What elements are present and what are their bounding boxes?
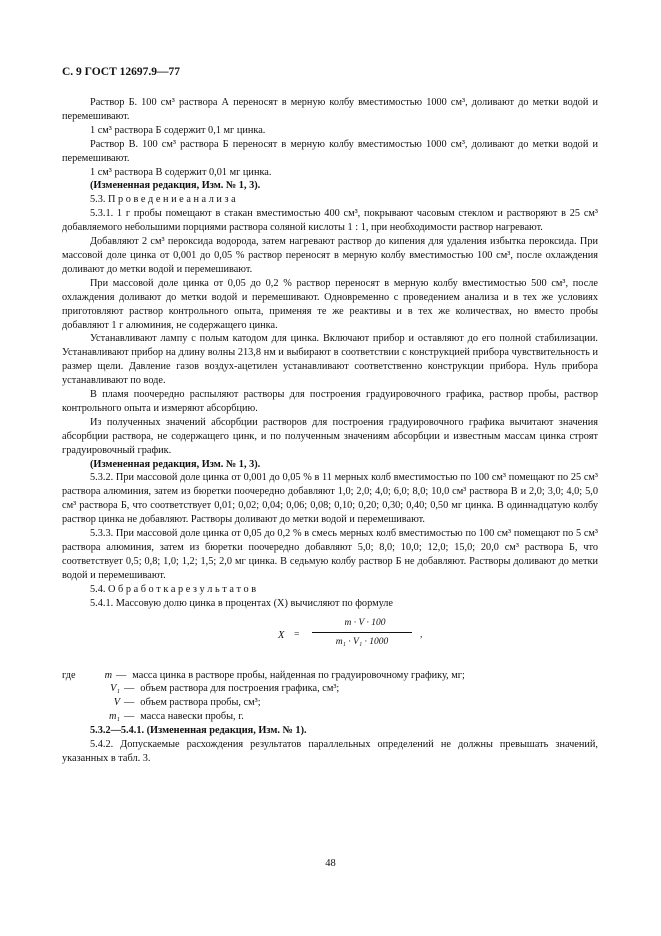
paragraph: Раствор Б. 100 см³ раствора А переносят в мерную колбу вместимостью 1000 см³, доливают до метки водой и перемешивают. <box>62 97 598 122</box>
paragraph: 1 см³ раствора В содержит 0,01 мг цинка. <box>90 166 272 178</box>
section-heading: 5.4. О б р а б о т к а р е з у л ь т а т о в <box>90 583 257 595</box>
definition-row <box>62 682 598 696</box>
definition-symbol: V₁ <box>110 683 120 695</box>
fraction-bar <box>312 632 412 633</box>
definition-text: объем раствора для построения графика, см³; <box>140 683 340 695</box>
definition-text: масса навески пробы, г. <box>140 711 244 723</box>
paragraph: В пламя поочередно распыляют растворы для построения градуировочного графика, раствор пробы, раствор контрольного опыта и измеряют абсорбцию. <box>62 389 598 414</box>
paragraph: 5.3.2. При массовой доле цинка от 0,001 до 0,05 % в 11 мерных колб вместимостью по 100 см³ помещают по 25 см³ раствора алюминия, затем из бюретки поочередно добавляют 1,0; 2,0; 4,0; 6,0; 8,0; 10,0 см³ раствора В и 2,0; 3,0; 4,0; 5,0 см³ раствора Б, что соответствует 0,01; 0,02; 0,04; 0,06; 0,08; 0,10; 0,20; 0,30; 0,40; 0,50 мг цинка. В одиннадцатую колбу раствор цинка не добавляют. Растворы доливают до метки водой и перемешивают. <box>62 472 598 526</box>
paragraph: Раствор В. 100 см³ раствора Б переносят в мерную колбу вместимостью 1000 см³, доливают до метки водой и перемешивают. <box>62 138 598 164</box>
definition-text: объем раствора пробы, см³; <box>140 697 261 709</box>
definition-text: масса цинка в растворе пробы, найденная по градуировочному графику, мг; <box>132 669 465 681</box>
paragraph: Устанавливают лампу с полым катодом для цинка. Включают прибор и оставляют до его полной стабилизации. Устанавливают прибор на длину волны 213,8 нм и выбирают в соответствии с конструкцией прибора чувствительность и размер щели. Давление газов воздух-ацетилен устанавливают соответственно конструкции прибора. Нуль прибора устанавливают по воде. <box>62 333 598 387</box>
definition-row <box>62 696 598 710</box>
page-number: 48 <box>325 858 336 869</box>
definition-dash: — <box>124 711 135 723</box>
definition-dash: — <box>124 683 135 695</box>
definition-symbol: V <box>113 697 120 709</box>
formula-denominator: m₁ · V₁ · 1000 <box>335 636 389 647</box>
paragraph: При массовой доле цинка от 0,05 до 0,2 % раствор переносят в мерную колбу вместимостью 500 см³, после охлаждения доливают до метки водой и перемешивают. Одновременно с проведением анализа и в тех же условиях приготовляют раствор контрольного опыта, применяя те же реактивы и в тех же количествах, но вместо пробы добавляют 1 г алюминия, не содержащего цинка. <box>62 277 598 331</box>
page-header: С. 9 ГОСТ 12697.9—77 <box>62 66 181 78</box>
paragraph: 5.4.2. Допускаемые расхождения результатов параллельных определений не должны превышать значений, указанных в табл. 3. <box>62 739 598 764</box>
definition-row <box>62 710 598 724</box>
paragraph: 5.4.1. Массовую долю цинка в процентах (X) вычисляют по формуле <box>90 597 393 609</box>
definition-symbol: m₁ <box>108 711 120 723</box>
amendment-note: (Измененная редакция, Изм. № 1, 3). <box>90 180 261 192</box>
definition-row <box>62 669 598 683</box>
amendment-note: (Измененная редакция, Изм. № 1, 3). <box>90 458 261 470</box>
paragraph: 5.3.3. При массовой доле цинка от 0,05 до 0,2 % в смесь мерных колб вместимостью по 100 см³ помещают по 5 см³ раствора алюминия, затем из бюретки поочередно добавляют 5,0; 8,0; 10,0; 12,0; 15,0; 20,0 см³ раствора Б, что соответствует 0,5; 0,8; 1,0; 1,2; 1,5; 2,0 мг цинка. В седьмую колбу раствор Б не добавляют. Растворы доливают до метки водой и перемешивают. <box>62 528 598 581</box>
paragraph: 5.3.1. 1 г пробы помещают в стакан вместимостью 400 см³, покрывают часовым стеклом и растворяют в 25 см³ добавляемого небольшими порциями раствора соляной кислоты 1 : 1, при необходимости раствор нагревают. <box>62 208 598 234</box>
formula-comma: , <box>420 629 423 640</box>
document-body <box>62 96 598 766</box>
formula-equals: = <box>294 629 300 640</box>
formula-numerator: m · V · 100 <box>344 617 386 628</box>
definition-dash: — <box>124 697 135 709</box>
definitions-list <box>62 669 598 725</box>
section-heading: 5.3. П р о в е д е н и е а н а л и з а <box>90 194 236 206</box>
paragraph: Из полученных значений абсорбции растворов для построения градуировочного графика вычитают значения абсорбции раствора, не содержащего цинк, и по полученным значениям абсорбции и известным массам цинка строят градуировочный график. <box>62 416 598 456</box>
definition-dash: — <box>116 669 127 681</box>
formula <box>62 617 598 661</box>
definition-symbol: m <box>104 669 112 681</box>
formula-lhs: X <box>278 629 285 641</box>
paragraph: 1 см³ раствора Б содержит 0,1 мг цинка. <box>90 124 266 136</box>
definitions-intro: где <box>62 669 76 681</box>
paragraph: Добавляют 2 см³ пероксида водорода, затем нагревают раствор до кипения для удаления избытка пероксида. При массовой доле цинка от 0,001 до 0,05 % раствор переносят в мерную колбу вместимостью 100 см³, после охлаждения доливают до метки водой и перемешивают. <box>62 236 598 275</box>
amendment-note: 5.3.2—5.4.1. (Измененная редакция, Изм. № 1). <box>90 725 307 737</box>
